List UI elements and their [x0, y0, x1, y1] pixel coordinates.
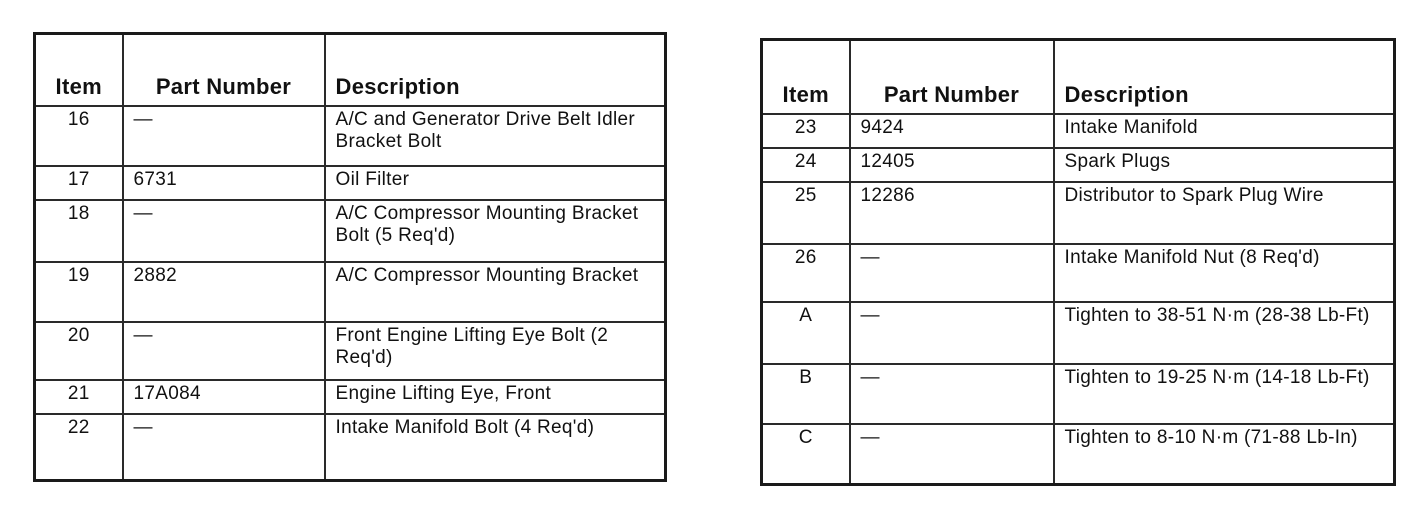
part-number-cell: 12286 [850, 182, 1054, 244]
part-number-cell: — [123, 322, 325, 380]
item-cell: 24 [762, 148, 850, 182]
item-cell: 16 [35, 106, 123, 166]
column-header-description: Description [325, 34, 666, 107]
description-cell: Tighten to 8-10 N·m (71-88 Lb-In) [1054, 424, 1395, 485]
item-cell: 25 [762, 182, 850, 244]
item-cell: 22 [35, 414, 123, 481]
item-cell: 26 [762, 244, 850, 302]
table-row [762, 244, 1395, 302]
part-number-cell: 6731 [123, 166, 325, 200]
part-number-cell: 17A084 [123, 380, 325, 414]
item-cell: 20 [35, 322, 123, 380]
description-cell: A/C Compressor Mounting Bracket [325, 262, 666, 322]
description-cell: Oil Filter [325, 166, 666, 200]
description-cell: Spark Plugs [1054, 148, 1395, 182]
description-cell: Engine Lifting Eye, Front [325, 380, 666, 414]
table-row [35, 166, 666, 200]
part-number-cell: — [850, 364, 1054, 424]
item-cell: 21 [35, 380, 123, 414]
part-number-cell: 12405 [850, 148, 1054, 182]
part-number-cell: 2882 [123, 262, 325, 322]
table-row [35, 380, 666, 414]
description-cell: Distributor to Spark Plug Wire [1054, 182, 1395, 244]
part-number-cell: — [123, 106, 325, 166]
item-cell: 17 [35, 166, 123, 200]
description-cell: Front Engine Lifting Eye Bolt (2 Req'd) [325, 322, 666, 380]
table-row [762, 424, 1395, 485]
column-header-item: Item [35, 34, 123, 107]
description-cell: Intake Manifold Nut (8 Req'd) [1054, 244, 1395, 302]
table-row [35, 106, 666, 166]
column-header-item: Item [762, 40, 850, 115]
column-header-description: Description [1054, 40, 1395, 115]
table-row [35, 262, 666, 322]
part-number-cell: 9424 [850, 114, 1054, 148]
part-number-cell: — [850, 244, 1054, 302]
description-cell: A/C and Generator Drive Belt Idler Bracket Bolt [325, 106, 666, 166]
table-row [762, 114, 1395, 148]
table-row [762, 182, 1395, 244]
description-cell: Tighten to 19-25 N·m (14-18 Lb-Ft) [1054, 364, 1395, 424]
table-row [762, 364, 1395, 424]
description-cell: A/C Compressor Mounting Bracket Bolt (5 Req'd) [325, 200, 666, 262]
item-cell: 23 [762, 114, 850, 148]
description-cell: Tighten to 38-51 N·m (28-38 Lb-Ft) [1054, 302, 1395, 364]
table-row [762, 148, 1395, 182]
table-row [762, 302, 1395, 364]
description-cell: Intake Manifold [1054, 114, 1395, 148]
part-number-cell: — [850, 424, 1054, 485]
part-number-cell: — [123, 200, 325, 262]
table-header-row [35, 34, 666, 107]
table-row [35, 200, 666, 262]
item-cell: B [762, 364, 850, 424]
column-header-part-number: Part Number [850, 40, 1054, 115]
parts-table-right [760, 38, 1396, 486]
part-number-cell: — [850, 302, 1054, 364]
column-header-part-number: Part Number [123, 34, 325, 107]
item-cell: A [762, 302, 850, 364]
item-cell: 18 [35, 200, 123, 262]
table-row [35, 322, 666, 380]
description-cell: Intake Manifold Bolt (4 Req'd) [325, 414, 666, 481]
part-number-cell: — [123, 414, 325, 481]
table-header-row [762, 40, 1395, 115]
item-cell: 19 [35, 262, 123, 322]
item-cell: C [762, 424, 850, 485]
parts-table-left [33, 32, 667, 482]
table-row [35, 414, 666, 481]
